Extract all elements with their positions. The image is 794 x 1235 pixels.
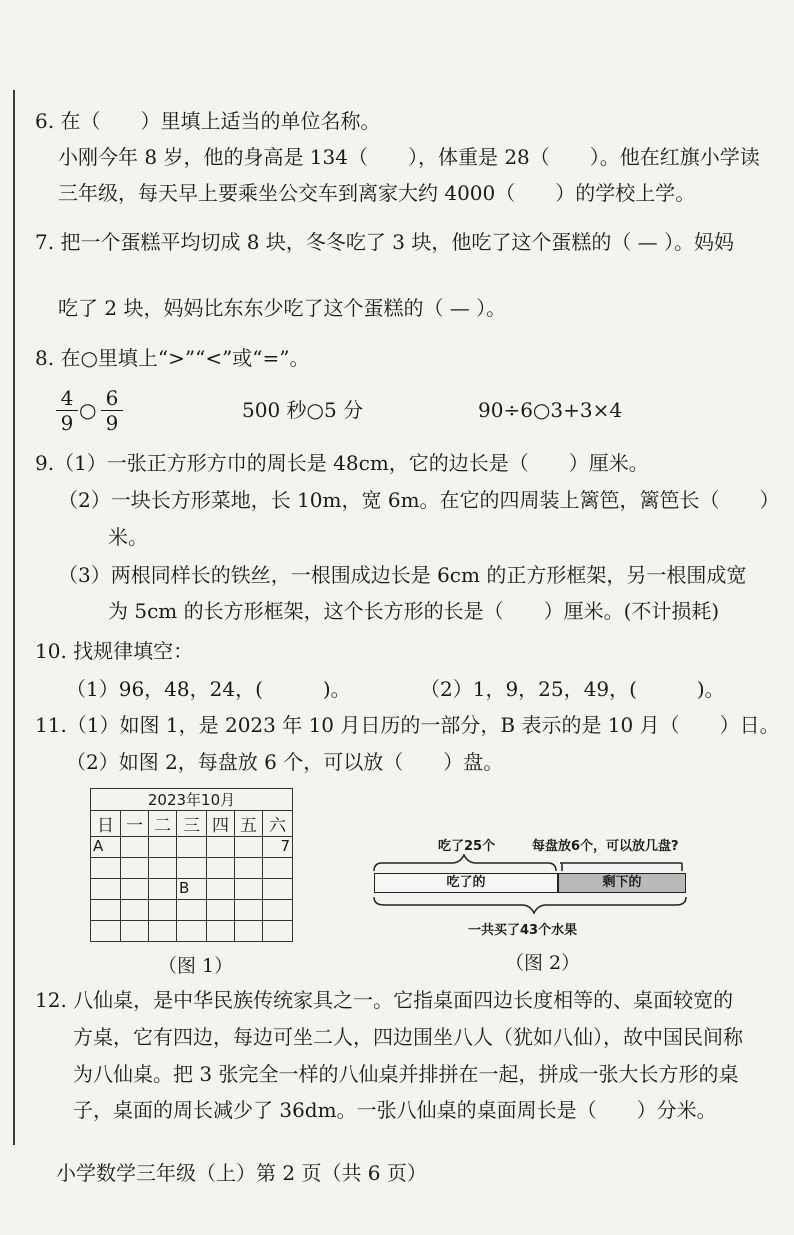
q8-fraction-a bbox=[56, 387, 78, 434]
calendar-header-sun: 日 bbox=[91, 811, 121, 837]
q12-line-2: 方桌，它有四边，每边可坐二人，四边围坐八人（犹如八仙），故中国民间称 bbox=[73, 1025, 743, 1049]
q7-line-2: 吃了 2 块，妈妈比东东少吃了这个蛋糕的（ — ）。 bbox=[58, 296, 507, 320]
q9-part-3b: 为 5cm 的长方形框架，这个长方形的长是（ ）厘米。(不计损耗) bbox=[108, 599, 720, 623]
q6-line-2: 三年级，每天早上要乘坐公交车到离家大约 4000（ ）的学校上学。 bbox=[58, 181, 696, 205]
calendar-cell bbox=[263, 900, 293, 921]
q12-line-4: 子，桌面的周长减少了 36dm。一张八仙桌的桌面周长是（ ）分米。 bbox=[73, 1098, 717, 1122]
calendar-cell-b: B bbox=[177, 879, 207, 900]
calendar-cell bbox=[149, 837, 177, 858]
calendar-cell bbox=[149, 921, 177, 942]
figure-2-bottom-brace bbox=[372, 895, 692, 917]
q9-part-2a: （2）一块长方形菜地，长 10m，宽 6m。在它的四周装上篱笆，篱笆长（ ） bbox=[58, 488, 780, 512]
calendar-cell bbox=[207, 858, 235, 879]
calendar-cell bbox=[235, 858, 263, 879]
calendar-cell bbox=[149, 879, 177, 900]
calendar-cell bbox=[91, 900, 121, 921]
calendar-cell bbox=[121, 837, 149, 858]
q8-fraction-b bbox=[101, 387, 123, 434]
q10-part-2: （2）1，9，25，49，( )。 bbox=[420, 677, 725, 701]
q8-fraction-a-numerator: 4 bbox=[60, 386, 74, 410]
q8-fraction-b-denominator: 9 bbox=[105, 411, 119, 435]
calendar-cell bbox=[207, 921, 235, 942]
q7-line-1: 7. 把一个蛋糕平均切成 8 块，冬冬吃了 3 块，他吃了这个蛋糕的（ — ）。妈妈 bbox=[35, 230, 735, 254]
calendar-cell bbox=[91, 921, 121, 942]
q6-line-1: 小刚今年 8 岁，他的身高是 134（ ），体重是 28（ ）。他在红旗小学读 bbox=[58, 145, 760, 169]
calendar-cell bbox=[177, 921, 207, 942]
q10-part-1: （1）96，48，24，( )。 bbox=[66, 677, 351, 701]
calendar-cell bbox=[149, 858, 177, 879]
calendar-cell-7: 7 bbox=[263, 837, 293, 858]
calendar-header-sat: 六 bbox=[263, 811, 293, 837]
calendar-cell bbox=[207, 900, 235, 921]
q8-fraction-a-denominator: 9 bbox=[60, 411, 74, 435]
figure-1-caption: （图 1） bbox=[158, 955, 234, 977]
q10-title: 10. 找规律填空： bbox=[35, 639, 194, 663]
calendar-cell bbox=[235, 837, 263, 858]
figure-2-eaten-segment: 吃了的 bbox=[374, 873, 558, 893]
calendar-cell bbox=[177, 837, 207, 858]
q8-expression-3: 90÷6○3+3×4 bbox=[478, 398, 623, 422]
calendar-cell bbox=[121, 879, 149, 900]
calendar-cell bbox=[235, 879, 263, 900]
page-margin-line bbox=[13, 90, 15, 1145]
calendar-header-tue: 二 bbox=[149, 811, 177, 837]
calendar-cell bbox=[207, 837, 235, 858]
figure-2-caption: （图 2） bbox=[505, 952, 581, 974]
calendar-cell bbox=[177, 858, 207, 879]
page-footer: 小学数学三年级（上）第 2 页（共 6 页） bbox=[56, 1161, 427, 1185]
calendar-cell bbox=[121, 858, 149, 879]
calendar-cell bbox=[263, 879, 293, 900]
calendar-cell bbox=[207, 879, 235, 900]
q9-part-3a: （3）两根同样长的铁丝，一根围成边长是 6cm 的正方形框架，另一根围成宽 bbox=[58, 563, 747, 587]
q11-part-1: 11.（1）如图 1，是 2023 年 10 月日历的一部分，B 表示的是 10 月（ ）日。 bbox=[35, 713, 780, 737]
calendar-cell bbox=[91, 879, 121, 900]
calendar-cell bbox=[235, 900, 263, 921]
q8-expression-2: 500 秒○5 分 bbox=[242, 398, 364, 422]
calendar-header-thu: 四 bbox=[207, 811, 235, 837]
calendar-header-fri: 五 bbox=[235, 811, 263, 837]
calendar-cell bbox=[177, 900, 207, 921]
q12-line-1: 12. 八仙桌，是中华民族传统家具之一。它指桌面四边长度相等的、桌面较宽的 bbox=[35, 988, 734, 1012]
q11-part-2: （2）如图 2，每盘放 6 个，可以放（ ）盘。 bbox=[66, 750, 504, 774]
calendar-cell bbox=[121, 921, 149, 942]
q8-fraction-b-numerator: 6 bbox=[105, 386, 119, 410]
calendar-header-mon: 一 bbox=[121, 811, 149, 837]
calendar-cell bbox=[235, 921, 263, 942]
figure-2-eaten-count-label: 吃了25个 bbox=[438, 839, 496, 854]
q8-title: 8. 在○里填上“>”“<”或“=”。 bbox=[35, 346, 310, 370]
q12-line-3: 为八仙桌。把 3 张完全一样的八仙桌并排拼在一起，拼成一张大长方形的桌 bbox=[73, 1062, 739, 1086]
figure-2-top-brace bbox=[372, 853, 692, 875]
figure-2-question-label: 每盘放6个，可以放几盘? bbox=[532, 839, 679, 854]
q6-title: 6. 在（ ）里填上适当的单位名称。 bbox=[35, 109, 381, 133]
calendar-cell bbox=[263, 921, 293, 942]
figure-2-total-label: 一共买了43个水果 bbox=[468, 923, 578, 938]
calendar-cell bbox=[91, 858, 121, 879]
calendar-title: 2023年10月 bbox=[91, 789, 293, 811]
calendar-cell bbox=[121, 900, 149, 921]
calendar-cell-a: A bbox=[91, 837, 121, 858]
calendar-cell bbox=[263, 858, 293, 879]
figure-2-remaining-segment: 剩下的 bbox=[558, 873, 686, 893]
q8-compare-circle: ○ bbox=[79, 398, 97, 422]
q9-part-2b: 米。 bbox=[108, 525, 148, 549]
q9-part-1: 9.（1）一张正方形方巾的周长是 48cm，它的边长是（ ）厘米。 bbox=[35, 451, 649, 475]
calendar-figure-1 bbox=[90, 788, 293, 942]
calendar-cell bbox=[149, 900, 177, 921]
calendar-header-wed: 三 bbox=[177, 811, 207, 837]
